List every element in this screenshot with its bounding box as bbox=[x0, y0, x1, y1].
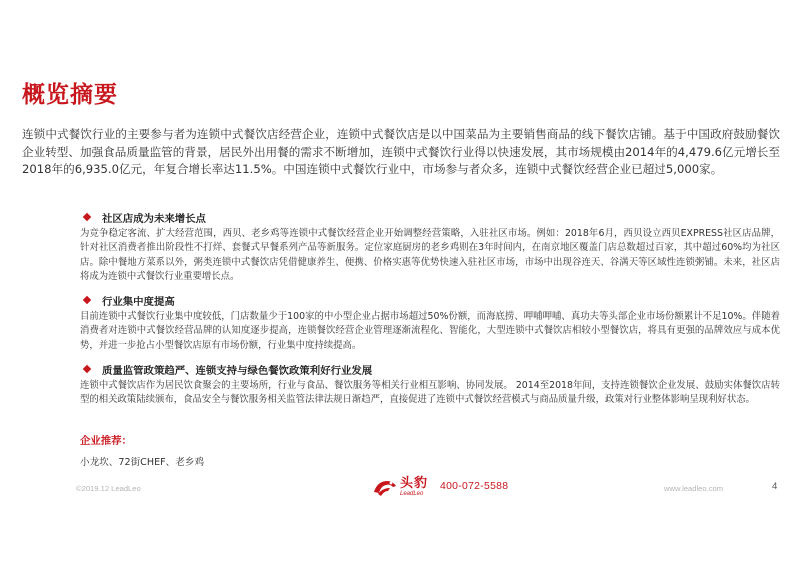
section-heading-text: 质量监管政策趋严、连锁支持与绿色餐饮政策利好行业发展 bbox=[102, 364, 373, 377]
section-heading bbox=[80, 292, 780, 308]
section-policy bbox=[80, 361, 780, 408]
leopard-logo-icon bbox=[372, 476, 398, 498]
section-body: 连锁中式餐饮店作为居民饮食聚会的主要场所，行业与食品、餐饮服务等相关行业相互影响、协同发展。 2014至2018年间，支持连锁餐饮企业发展、鼓励实体餐饮店转型的相关政策陆续颁布，食品安全与餐饮服务相关监管法律法规日渐趋严，直接促进了连锁中式餐饮经营模式与商品质量升级，政策对行业整体影响呈现利好状态。 bbox=[80, 380, 780, 406]
footer-website[interactable]: www.leadleo.com bbox=[664, 484, 724, 493]
footer-copyright: ©2019.12 LeadLeo bbox=[76, 484, 141, 493]
recommend-value: 小龙坎、72街CHEF、老乡鸡 bbox=[80, 457, 205, 468]
section-community-stores bbox=[80, 209, 780, 284]
section-concentration bbox=[80, 292, 780, 353]
logo-text-cn: 头豹 bbox=[400, 476, 429, 491]
diamond-bullet-icon bbox=[83, 296, 91, 304]
diamond-bullet-icon bbox=[83, 213, 91, 221]
intro-paragraph: 连锁中式餐饮行业的主要参与者为连锁中式餐饮店经营企业，连锁中式餐饮店是以中国菜品为主要销售商品的线下餐饮店铺。基于中国政府鼓励餐饮企业转型、加强食品质量监管的背景，居民外出用餐的需求不断增加，连锁中式餐饮行业得以快速发展，其市场规模由2014年的4,479.6亿元增长至2018年的6,935.0亿元，年复合增长率达11.5%。中国连锁中式餐饮行业中，市场参与者众多，连锁中式餐饮经营企业已超过5,000家。 bbox=[22, 127, 780, 176]
section-body: 目前连锁中式餐饮行业集中度较低，门店数量少于100家的中小型企业占据市场超过50%份额，而海底捞、呷哺呷哺、真功夫等头部企业市场份额累计不足10%。伴随着消费者对连锁中式餐饮经营品牌的认知度逐步提高，连锁餐饮经营企业管理逐渐流程化、智能化，大型连锁中式餐饮店相较小型餐饮店，将具有更强的品牌效应与成本优势，并进一步抢占小型餐饮店原有市场份额，行业集中度持续提高。 bbox=[80, 311, 780, 351]
diamond-bullet-icon bbox=[83, 365, 91, 373]
logo-text-en: LeadLeo bbox=[400, 491, 424, 497]
section-heading-text: 行业集中度提高 bbox=[102, 295, 175, 308]
section-heading bbox=[80, 209, 780, 225]
footer-phone: 400-072-5588 bbox=[440, 481, 509, 492]
section-body: 为竞争稳定客流、扩大经营范围，西贝、老乡鸡等连锁中式餐饮经营企业开始调整经营策略，入驻社区市场。例如：2018年6月，西贝设立西贝EXPRESS社区店品牌，针对社区消费者推出阶段性不打烊、套餐式早餐系列产品等新服务。定位家庭厨房的老乡鸡则在3年时间内，在南京地区覆盖门店总数超过百家，其中超过60%均为社区店。除中餐地方菜系以外，粥类连锁中式餐饮店凭借健康养生、便携、价格实惠等优势快速入驻社区市场，市场中出现谷连天、谷满天等区域性连锁粥铺。未来，社区店将成为连锁中式餐饮行业重要增长点。 bbox=[80, 228, 780, 282]
page-number: 4 bbox=[772, 481, 778, 492]
section-heading bbox=[80, 361, 780, 377]
section-heading-text: 社区店成为未来增长点 bbox=[102, 212, 206, 225]
footer-logo bbox=[372, 476, 428, 498]
recommend-label: 企业推荐： bbox=[80, 435, 132, 447]
page-title: 概览摘要 bbox=[22, 82, 118, 108]
